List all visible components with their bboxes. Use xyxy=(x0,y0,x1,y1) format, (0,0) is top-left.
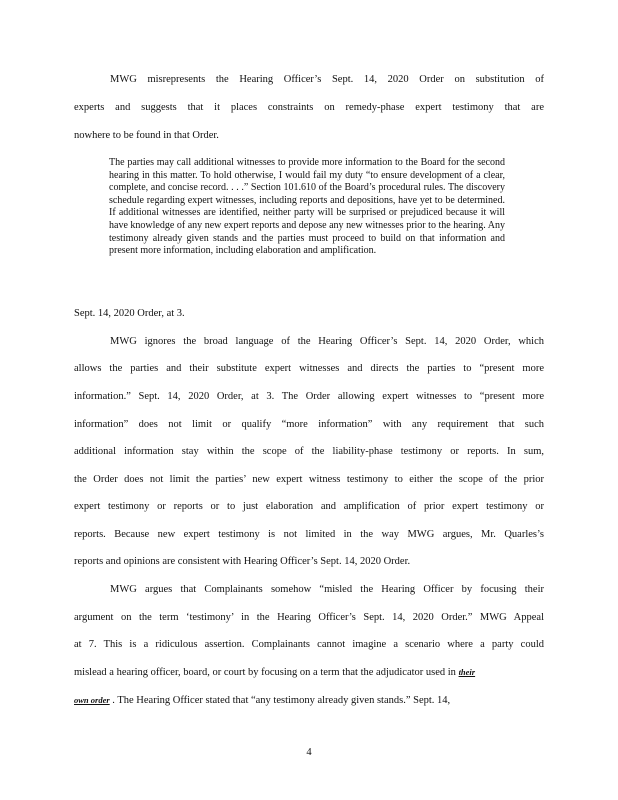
paragraph-2-line-3: information.” Sept. 14, 2020 Order, at 3. The Order allowing expert witnesses to “present more xyxy=(74,391,544,402)
page-number: 4 xyxy=(306,747,312,758)
line-5-text: . The Hearing Officer stated that “any testimony already given stands.” Sept. 14, xyxy=(112,695,451,706)
line-4-text: mislead a hearing officer, board, or court by focusing on a term that the adjudicator used in xyxy=(74,667,456,678)
paragraph-2-line-8: reports. Because new expert testimony is not limited in the way MWG argues, Mr. Quarles’s xyxy=(74,529,544,540)
paragraph-3-line-3: at 7. This is a ridiculous assertion. Complainants cannot imagine a scenario where a party could xyxy=(74,639,544,650)
paragraph-1-line-2: experts and suggests that it places constraints on remedy-phase expert testimony that are xyxy=(74,102,544,113)
paragraph-3-line-5 xyxy=(74,695,544,706)
emphasis-their: their xyxy=(458,667,476,677)
paragraph-2-line-4: information” does not limit or qualify “more information” with any requirement that such xyxy=(74,419,544,430)
paragraph-2-line-1: MWG ignores the broad language of the Hearing Officer’s Sept. 14, 2020 Order, which xyxy=(110,336,544,347)
paragraph-1-line-3: nowhere to be found in that Order. xyxy=(74,130,219,141)
block-quote: The parties may call additional witnesses to provide more information to the Board for the second hearing in this matter. To hold otherwise, I would fail my duty “to ensure development of a clear, complete, and concise record. . . .” Section 101.610 of the Board’s procedural rules. The discovery schedule regarding expert witnesses, including reports and depositions, have yet to be determined. If additional witnesses are identified, neither party will be surprised or prejudiced because it will have knowledge of any new expert reports and depose any new witnesses prior to the hearing. Any testimony already given stands and the parties must proceed to build on that information and present more information, including elaboration and amplification. xyxy=(109,157,505,257)
paragraph-2-line-6: the Order does not limit the parties’ new expert witness testimony to either the scope of the prior xyxy=(74,474,544,485)
paragraph-3-line-4 xyxy=(74,667,544,678)
paragraph-2-line-9: reports and opinions are consistent with Hearing Officer’s Sept. 14, 2020 Order. xyxy=(74,556,411,567)
paragraph-2-line-7: expert testimony or reports or to just elaboration and amplification of prior expert testimony or xyxy=(74,501,544,512)
citation: Sept. 14, 2020 Order, at 3. xyxy=(74,308,185,319)
paragraph-1-line-1: MWG misrepresents the Hearing Officer’s Sept. 14, 2020 Order on substitution of xyxy=(110,74,544,85)
paragraph-2-line-5: additional information stay within the scope of the liability-phase testimony or reports. In sum, xyxy=(74,446,544,457)
emphasis-own-order: own order xyxy=(74,695,110,705)
paragraph-3-line-1: MWG argues that Complainants somehow “misled the Hearing Officer by focusing their xyxy=(110,584,544,595)
paragraph-2-line-2: allows the parties and their substitute expert witnesses and directs the parties to “present more xyxy=(74,363,544,374)
paragraph-3-line-2: argument on the term ‘testimony’ in the Hearing Officer’s Sept. 14, 2020 Order.” MWG Appeal xyxy=(74,612,544,623)
